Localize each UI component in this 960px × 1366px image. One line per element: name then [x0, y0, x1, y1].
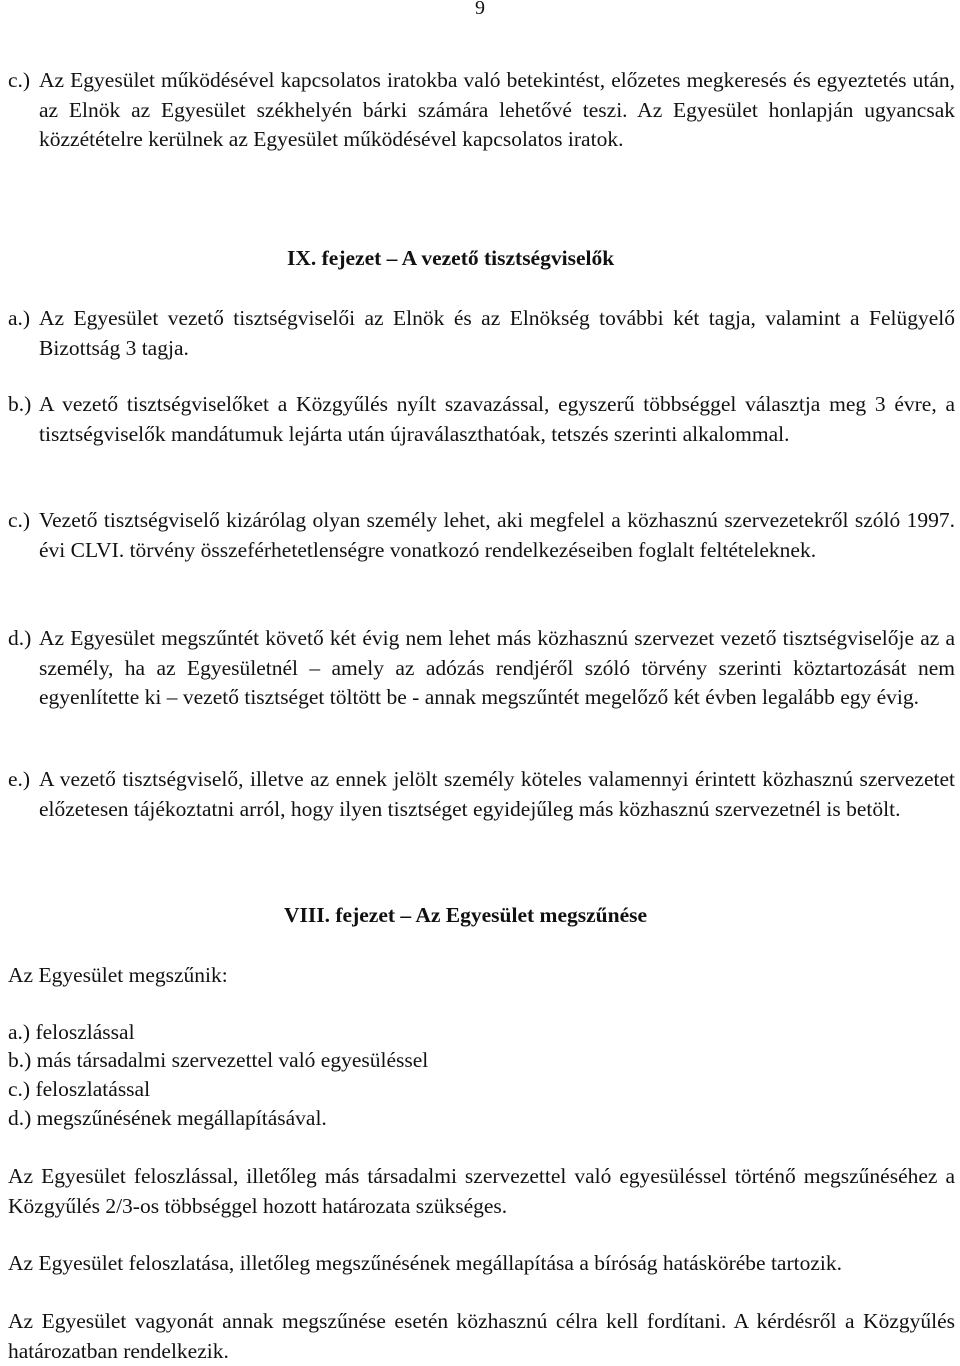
item-text: Az Egyesület megszűntét követő két évig nem lehet más közhasznú szervezet vezető tisztségviselője az a személy, ha az Egyesületnél – amely az adózás rendjéről szóló törvény szerinti köztartozását nem egyenlítette ki – vezető tisztséget töltött be - annak megszűntét megelőző két évben legalább egy évig.: [39, 626, 955, 709]
page-number: 9: [475, 0, 485, 19]
paragraph-court-jurisdiction: Az Egyesület feloszlatása, illetőleg megszűnésének megállapítása a bíróság hatáskörébe tartozik.: [8, 1251, 842, 1275]
list-item-e: [8, 765, 955, 824]
paragraph-dissolution-decision: Az Egyesület feloszlással, illetőleg más társadalmi szervezettel való egyesüléssel történő megszűnéséhez a Közgyűlés 2/3-os többséggel hozott határozata szükséges.: [8, 1164, 955, 1218]
dissolution-list-item: b.) más társadalmi szervezettel való egyesüléssel: [8, 1048, 429, 1072]
item-marker: e.): [8, 767, 31, 791]
item-marker: b.): [8, 392, 32, 416]
list-item-a: [8, 304, 955, 363]
dissolution-list-item: d.) megszűnésének megállapításával.: [8, 1106, 327, 1130]
list-item-d: [8, 624, 955, 713]
item-text: Vezető tisztségviselő kizárólag olyan személy lehet, aki megfelel a közhasznú szervezetekről szóló 1997. évi CLVI. törvény összeférhetetlenségre vonatkozó rendelkezéseiben foglalt feltételeknek.: [39, 508, 955, 562]
dissolution-list-item: a.) feloszlással: [8, 1020, 135, 1044]
list-item-b: [8, 390, 955, 449]
chapter-ix-heading: IX. fejezet – A vezető tisztségviselők: [287, 246, 615, 270]
item-marker: c.): [8, 508, 31, 532]
item-marker: a.): [8, 306, 31, 330]
list-item-c: [8, 506, 955, 565]
item-text: Az Egyesület vezető tisztségviselői az Elnök és az Elnökség további két tagja, valamint a Felügyelő Bizottság 3 tagja.: [39, 306, 955, 360]
item-text: A vezető tisztségviselő, illetve az ennek jelölt személy köteles valamennyi érintett közhasznú szervezetet előzetesen tájékoztatni arról, hogy ilyen tisztséget egyidejűleg más közhasznú szervezetnél is betölt.: [39, 767, 955, 821]
item-text: Az Egyesület működésével kapcsolatos iratokba való betekintést, előzetes megkeresés és egyeztetés után, az Elnök az Egyesület székhelyén bárki számára lehetővé teszi. Az Egyesület honlapján ugyancsak közzétételre kerülnek az Egyesület működésével kapcsolatos iratok.: [39, 68, 955, 151]
dissolution-intro: Az Egyesület megszűnik:: [8, 963, 228, 987]
item-marker: d.): [8, 626, 32, 650]
item-marker: c.): [8, 68, 31, 92]
dissolution-list-item: c.) feloszlatással: [8, 1077, 151, 1101]
paragraph-assets: Az Egyesület vagyonát annak megszűnése esetén közhasznú célra kell fordítani. A kérdésről a Közgyűlés határozatban rendelkezik.: [8, 1309, 955, 1363]
list-item-c-records-access: [8, 66, 955, 155]
chapter-viii-heading: VIII. fejezet – Az Egyesület megszűnése: [284, 903, 648, 927]
item-text: A vezető tisztségviselőket a Közgyűlés nyílt szavazással, egyszerű többséggel választja meg 3 évre, a tisztségviselők mandátumuk lejárta után újraválaszthatóak, tetszés szerinti alkalommal.: [39, 392, 955, 446]
